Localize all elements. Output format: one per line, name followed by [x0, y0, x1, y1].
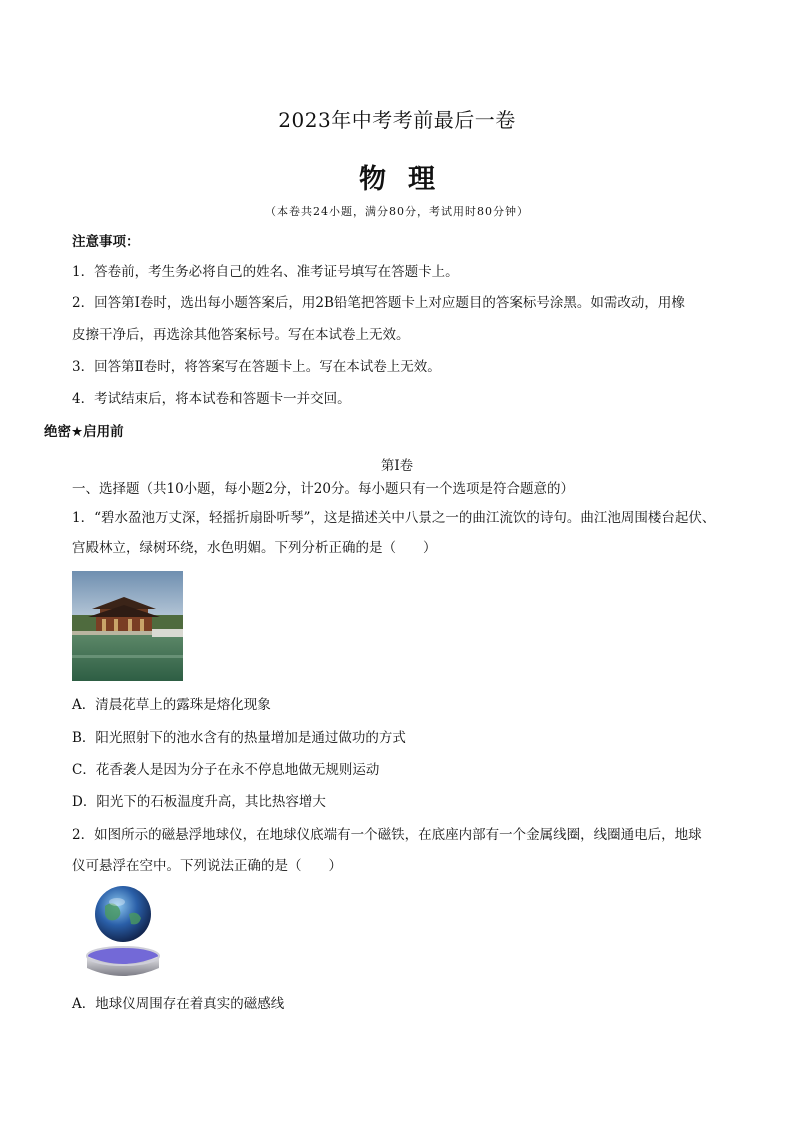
q1-option-c: C．花香袭人是因为分子在永不停息地做无规则运动: [72, 762, 380, 778]
instruction-item-4: 4．考试结束后，将本试卷和答题卡一并交回。: [72, 391, 351, 407]
q1-option-d: D．阳光下的石板温度升高，其比热容增大: [72, 794, 326, 810]
subject-title: 物理: [359, 164, 457, 195]
q1-pavilion-image: [72, 571, 183, 681]
instruction-item-1: 1．答卷前，考生务必将自己的姓名、准考证号填写在答题卡上。: [72, 264, 459, 280]
q2-stem-line2: 仪可悬浮在空中。下列说法正确的是（ ）: [72, 858, 342, 874]
q1-option-a: A．清晨花草上的露珠是熔化现象: [72, 697, 271, 713]
exam-title: 2023年中考考前最后一卷: [278, 108, 516, 132]
q2-stem-line1: 2．如图所示的磁悬浮地球仪，在地球仪底端有一个磁铁，在底座内部有一个金属线圈，线圈通电后，地球: [72, 827, 702, 843]
q2-levitating-globe-image: [83, 884, 163, 982]
q1-stem-line1: 1．“碧水盈池万丈深，轻摇折扇卧听琴”，这是描述关中八景之一的曲江流饮的诗句。曲江池周围楼台起伏、: [72, 510, 716, 526]
instruction-item-2b: 皮擦干净后，再选涂其他答案标号。写在本试卷上无效。: [72, 327, 410, 343]
part1-heading: 一、选择题（共10小题，每小题2分，计20分。每小题只有一个选项是符合题意的）: [72, 481, 574, 497]
q1-stem-line2: 宫殿林立，绿树环绕，水色明媚。下列分析正确的是（ ）: [72, 540, 437, 556]
secret-label: 绝密★启用前: [44, 424, 124, 440]
q1-option-b: B．阳光照射下的池水含有的热量增加是通过做功的方式: [72, 730, 406, 746]
instruction-item-2a: 2．回答第Ⅰ卷时，选出每小题答案后，用2B铅笔把答题卡上对应题目的答案标号涂黑。如需改动，用橡: [72, 295, 685, 311]
section-title: 第Ⅰ卷: [380, 458, 414, 474]
instructions-heading: 注意事项：: [72, 234, 140, 250]
q2-option-a: A．地球仪周围存在着真实的磁感线: [72, 996, 285, 1012]
exam-note: （本卷共24小题，满分80分，考试用时80分钟）: [265, 205, 529, 218]
instruction-item-3: 3．回答第Ⅱ卷时，将答案写在答题卡上。写在本试卷上无效。: [72, 359, 441, 375]
